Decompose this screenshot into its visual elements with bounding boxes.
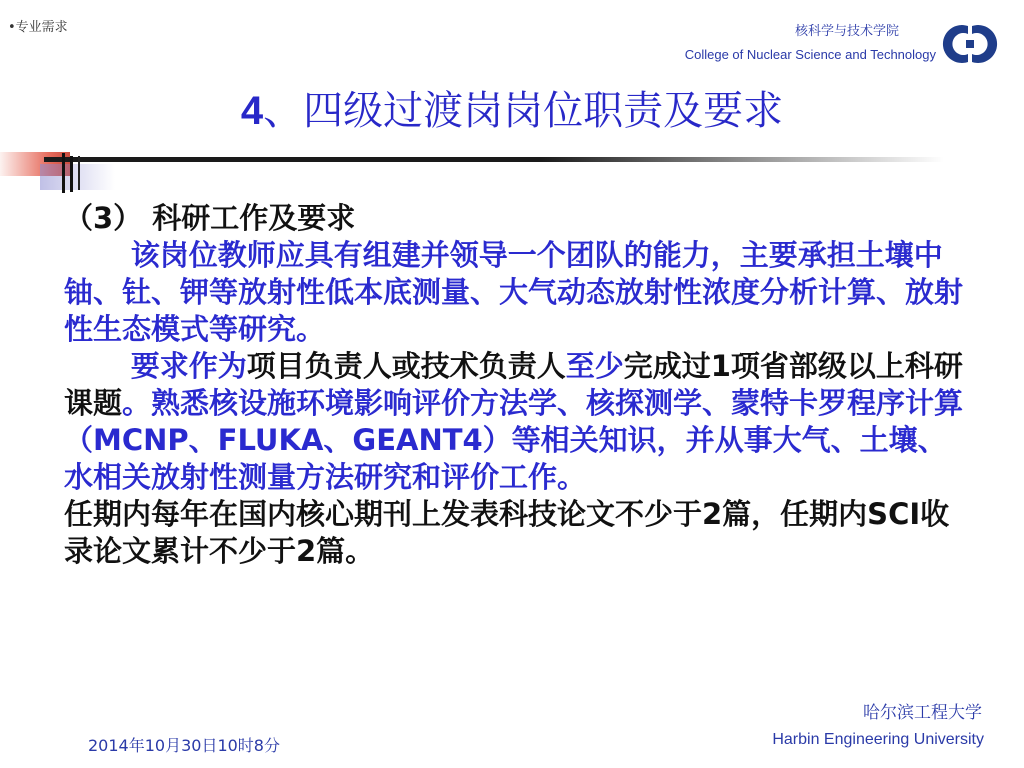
university-name-cn: 哈尔滨工程大学 [863,703,982,723]
section-heading: （3） 科研工作及要求 [64,201,356,235]
title-text: 、四级过渡岗岗位职责及要求 [263,88,784,134]
title-rule-mark [78,156,80,190]
college-name-cn: 核科学与技术学院 [794,24,899,39]
corner-note: •专业需求 [8,20,68,35]
slide-date: 2014年10月30日10时8分 [88,736,280,755]
university-name-en: Harbin Engineering University [772,731,984,748]
requirement-knowledge: 。熟悉核设施环境影响评价方法学、核探测学、蒙特卡罗程序计算（MCNP、FLUKA、GEANT4）等相关知识，并从事大气、土壤、水相关放射性测量方法研究和评价工作。 [64,386,964,494]
paragraph-publications: 任期内每年在国内核心期刊上发表科技论文不少于2篇，任期内SCI收录论文累计不少于2篇。 [64,497,950,568]
page-title [0,79,1024,136]
title-number: 4 [240,89,264,133]
title-rule-line [44,157,944,162]
requirement-project: 完成过1项省部级以上科研课题 [64,349,963,420]
requirement-role: 项目负责人或技术负责人 [246,349,566,383]
requirement-lead: 要求作为 [130,349,247,383]
title-rule-mark [70,156,73,192]
paragraph-requirements [64,348,964,496]
paragraph-responsibilities: 该岗位教师应具有组建并领导一个团队的能力，主要承担土壤中铀、钍、钾等放射性低本底测量、大气动态放射性浓度分析计算、放射性生态模式等研究。 [64,238,964,346]
requirement-minimum: 至少 [565,349,624,383]
college-name-en: College of Nuclear Science and Technology [684,47,936,62]
title-rule-mark [62,153,65,193]
body-content [64,200,964,570]
college-logo-icon [942,24,998,64]
